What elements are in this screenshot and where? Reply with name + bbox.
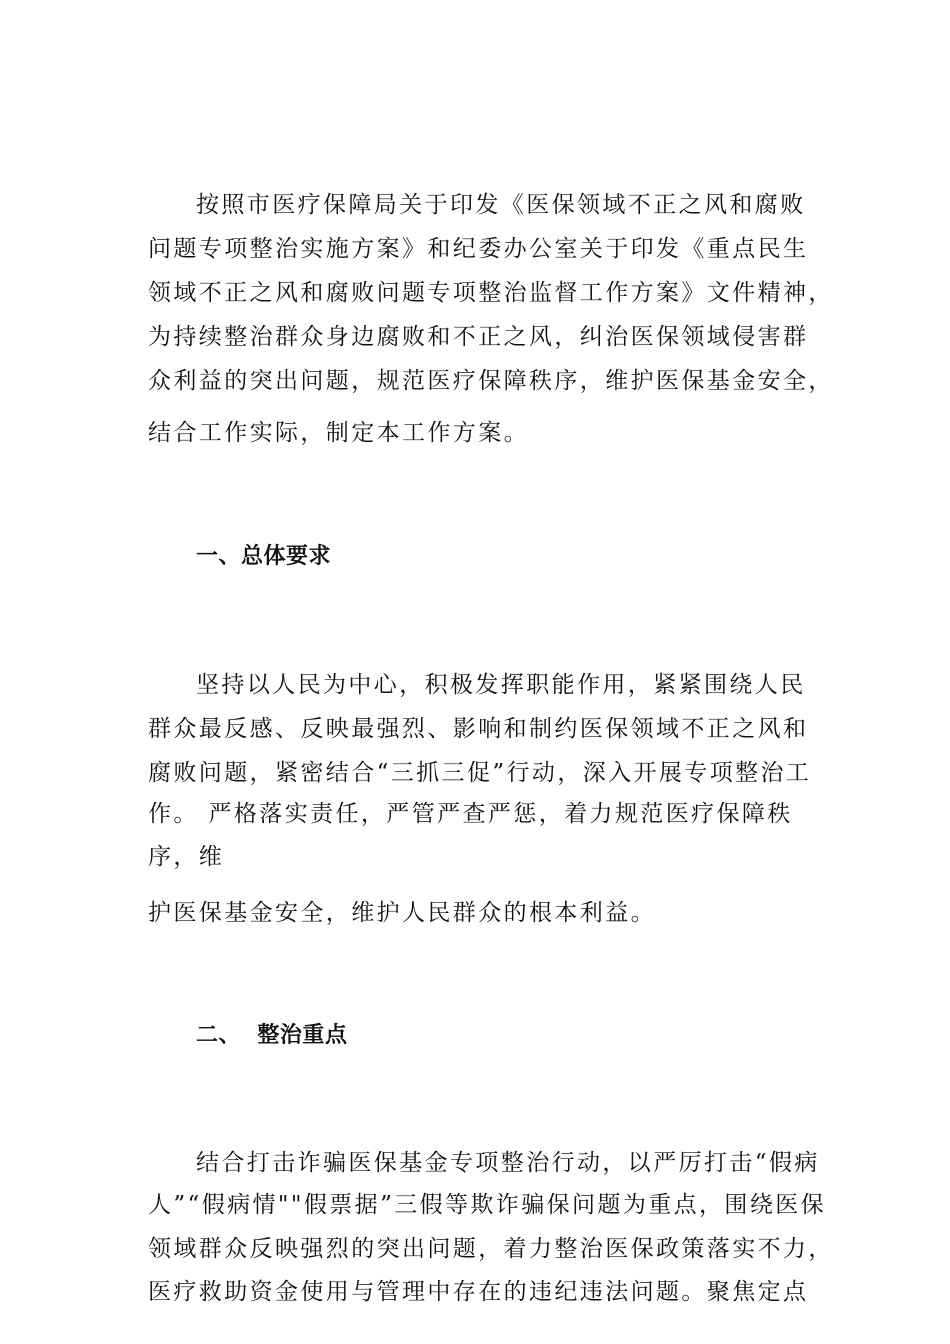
paragraph-line: 人”“假病情""假票据”三假等欺诈骗保问题为重点，围绕医保 <box>148 1192 827 1218</box>
paragraph-line: 按照市医疗保障局关于印发《医保领域不正之风和腐败 <box>196 192 806 218</box>
paragraph-line: 问题专项整治实施方案》和纪委办公室关于印发《重点民生 <box>148 236 809 262</box>
paragraph-line: 为持续整治群众身边腐败和不正之风，纠治医保领域侵害群 <box>148 324 809 350</box>
paragraph-line: 医疗救助资金使用与管理中存在的违纪违法问题。聚焦定点 <box>148 1279 809 1305</box>
paragraph-line: 群众最反感、反映最强烈、影响和制约医保领域不正之风和 <box>148 716 809 742</box>
paragraph-line: 领域不正之风和腐败问题专项整治监督工作方案》文件精神， <box>148 280 834 306</box>
paragraph-line: 护医保基金安全，维护人民群众的根本利益。 <box>148 900 656 926</box>
paragraph-line: 结合工作实际，制定本工作方案。 <box>148 420 529 446</box>
section-heading-general-requirements: 一、总体要求 <box>196 544 332 569</box>
paragraph-line: 结合打击诈骗医保基金专项整治行动，以严厉打击“假病 <box>196 1150 820 1176</box>
paragraph-line: 众利益的突出问题，规范医疗保障秩序，维护医保基金安全， <box>148 368 834 394</box>
paragraph-line: 腐败问题，紧密结合“三抓三促”行动，深入开展专项整治工 <box>148 760 812 786</box>
paragraph-line: 作。 严格落实责任，严管严查严惩，着力规范医疗保障秩 <box>148 801 793 827</box>
paragraph-line: 序，维 <box>148 844 225 870</box>
paragraph-line: 领域群众反映强烈的突出问题，着力整治医保政策落实不力， <box>148 1236 834 1262</box>
section-heading-rectification-focus: 二、 整治重点 <box>196 1023 348 1048</box>
paragraph-line: 坚持以人民为中心，积极发挥职能作用，紧紧围绕人民 <box>196 672 806 698</box>
